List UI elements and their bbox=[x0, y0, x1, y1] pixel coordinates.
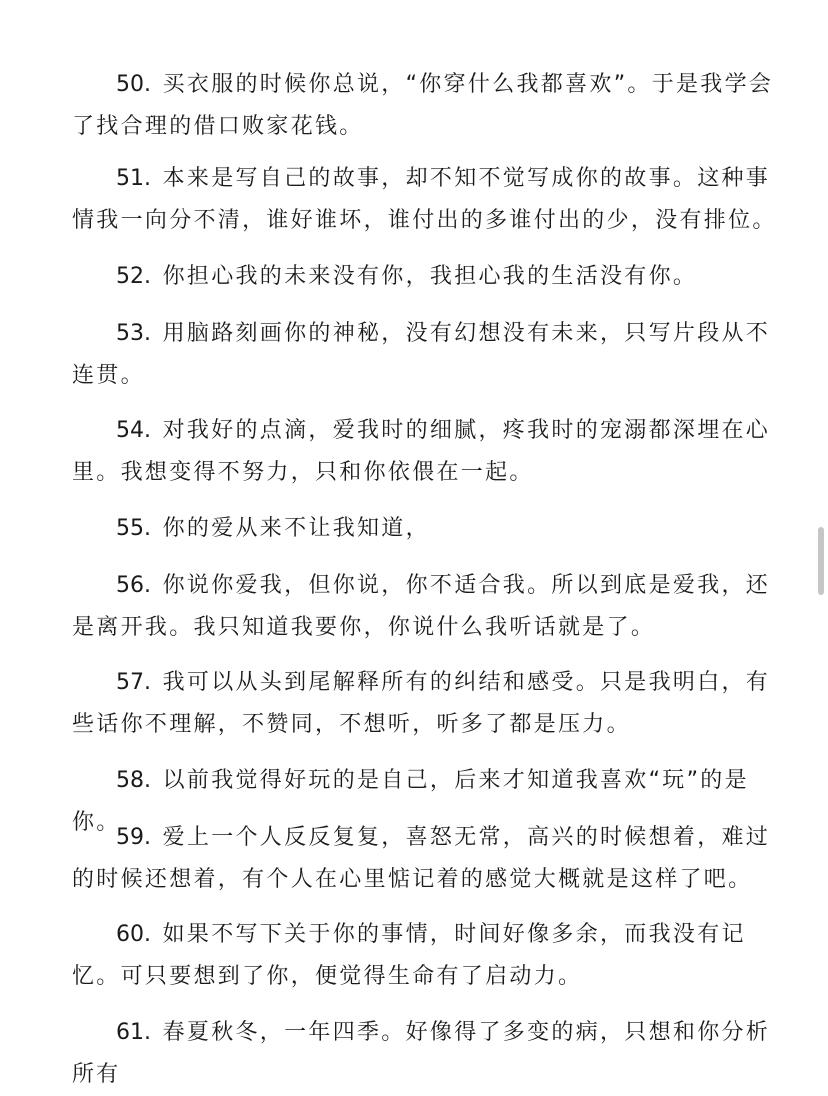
paragraph-53: 53. 用脑路刻画你的神秘，没有幻想没有未来，只写片段从不连贯。 bbox=[72, 321, 771, 388]
paragraph-59: 59. 爱上一个人反反复复，喜怒无常，高兴的时候想着，难过的时候还想着，有个人在心里惦记着的感觉大概就是这样了吧。 bbox=[72, 825, 771, 892]
paragraph-55: 55. 你的爱从来不让我知道， bbox=[116, 516, 430, 541]
paragraph-text: 爱上一个人反反复复，喜怒无常，高兴的时候想着，难过的时候还想着，有个人在心里惦记着的感觉大概就是这样了吧。 bbox=[72, 825, 771, 892]
scrollbar-thumb[interactable] bbox=[818, 527, 824, 595]
paragraph-text: 你说你爱我，但你说，你不适合我。所以到底是爱我，还是离开我。我只知道我要你，你说什么我听话就是了。 bbox=[72, 573, 771, 640]
paragraph-57: 57. 我可以从头到尾解释所有的纠结和感受。只是我明白，有些话你不理解，不赞同，不想听，听多了都是压力。 bbox=[72, 670, 771, 737]
paragraph-text: 本来是写自己的故事，却不知不觉写成你的故事。这种事情我一向分不清，谁好谁坏，谁付出的多谁付出的少，没有排位。 bbox=[72, 166, 777, 233]
paragraph-text: 以前我觉得好玩的是自己，后来才知道我喜欢“玩”的是你。 bbox=[72, 768, 749, 835]
paragraph-text: 用脑路刻画你的神秘，没有幻想没有未来，只写片段从不连贯。 bbox=[72, 321, 771, 388]
paragraph-number: 54 bbox=[116, 418, 144, 443]
paragraph-number: 55 bbox=[116, 516, 144, 541]
paragraph-58: 58. 以前我觉得好玩的是自己，后来才知道我喜欢“玩”的是你。 bbox=[72, 768, 749, 835]
paragraph-number: 59 bbox=[116, 825, 144, 850]
paragraph-60: 60. 如果不写下关于你的事情，时间好像多余，而我没有记忆。可只要想到了你，便觉得生命有了启动力。 bbox=[72, 922, 746, 989]
paragraph-number: 52 bbox=[116, 264, 144, 289]
paragraph-text: 你的爱从来不让我知道， bbox=[162, 516, 430, 541]
paragraph-number: 61 bbox=[116, 1020, 144, 1045]
paragraph-number: 56 bbox=[116, 573, 144, 598]
paragraph-text: 我可以从头到尾解释所有的纠结和感受。只是我明白，有些话你不理解，不赞同，不想听，听多了都是压力。 bbox=[72, 670, 771, 737]
paragraph-text: 如果不写下关于你的事情，时间好像多余，而我没有记忆。可只要想到了你，便觉得生命有了启动力。 bbox=[72, 922, 746, 989]
paragraph-number: 60 bbox=[116, 922, 144, 947]
paragraph-61: 61. 春夏秋冬，一年四季。好像得了多变的病，只想和你分析所有 bbox=[72, 1020, 771, 1087]
paragraph-number: 58 bbox=[116, 768, 144, 793]
paragraph-51: 51. 本来是写自己的故事，却不知不觉写成你的故事。这种事情我一向分不清，谁好谁坏，谁付出的多谁付出的少，没有排位。 bbox=[72, 166, 777, 233]
paragraph-number: 53 bbox=[116, 321, 144, 346]
paragraph-text: 你担心我的未来没有你，我担心我的生活没有你。 bbox=[162, 264, 698, 289]
paragraph-number: 50 bbox=[116, 72, 144, 97]
paragraph-56: 56. 你说你爱我，但你说，你不适合我。所以到底是爱我，还是离开我。我只知道我要你，你说什么我听话就是了。 bbox=[72, 573, 771, 640]
paragraph-number: 51 bbox=[116, 166, 144, 191]
paragraph-number: 57 bbox=[116, 670, 144, 695]
paragraph-54: 54. 对我好的点滴，爱我时的细腻，疼我时的宠溺都深埋在心里。我想变得不努力，只和你依偎在一起。 bbox=[72, 418, 771, 485]
paragraph-text: 买衣服的时候你总说，“你穿什么我都喜欢”。于是我学会了找合理的借口败家花钱。 bbox=[72, 72, 774, 139]
paragraph-52: 52. 你担心我的未来没有你，我担心我的生活没有你。 bbox=[116, 264, 698, 289]
paragraph-text: 春夏秋冬，一年四季。好像得了多变的病，只想和你分析所有 bbox=[72, 1020, 771, 1087]
paragraph-text: 对我好的点滴，爱我时的细腻，疼我时的宠溺都深埋在心里。我想变得不努力，只和你依偎在一起。 bbox=[72, 418, 771, 485]
paragraph-50: 50. 买衣服的时候你总说，“你穿什么我都喜欢”。于是我学会了找合理的借口败家花钱。 bbox=[72, 72, 774, 139]
